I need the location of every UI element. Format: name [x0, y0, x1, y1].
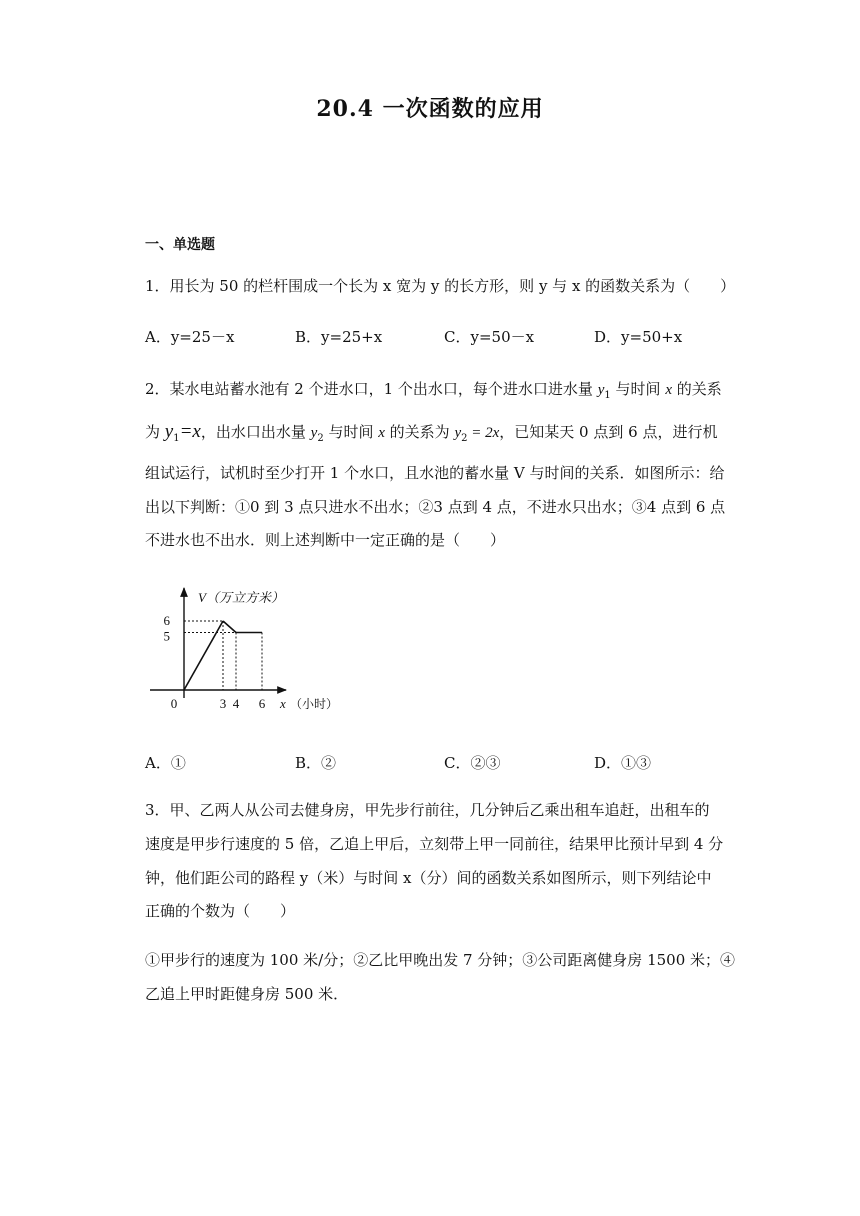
- origin-label: 0: [170, 696, 178, 711]
- q1-option-b: B．y=25+x: [295, 328, 383, 346]
- question-2-line-3: 组试运行，试机时至少打开 1 个水口，且水池的蓄水量 V 与时间的关系．如图所示：给: [145, 464, 725, 482]
- y-tick-5: 5: [163, 628, 170, 644]
- question-2-line-4: 出以下判断：①0 到 3 点只进水不出水；②3 点到 4 点，不进水只出水；③4 点到 6 点: [145, 498, 726, 516]
- question-1-text: 1．用长为 50 的栏杆围成一个长为 x 宽为 y 的长方形，则 y 与 x 的函数关系为（ ）: [145, 277, 736, 295]
- question-3-line-6: 乙追上甲时距健身房 500 米．: [145, 985, 349, 1003]
- x-tick-4: 4: [232, 696, 240, 711]
- question-3-line-3: 钟，他们距公司的路程 y（米）与时间 x（分）间的函数关系如图所示，则下列结论中: [145, 869, 712, 887]
- q2-option-b: B．②: [295, 754, 337, 772]
- question-3-line-1: 3．甲、乙两人从公司去健身房，甲先步行前往，几分钟后乙乘出租车追赶，出租车的: [145, 801, 710, 819]
- x-tick-6: 6: [258, 696, 266, 711]
- question-2-line-5: 不进水也不出水．则上述判断中一定正确的是（ ）: [145, 531, 506, 549]
- x-axis-unit: （小时）: [290, 697, 339, 711]
- series-segment-1: [223, 621, 236, 633]
- series-segment-0: [184, 621, 223, 690]
- question-2-line-1: 2．某水电站蓄水池有 2 个进水口，1 个出水口，每个进水口进水量 $y_1$ 与时间 x 的关系: [145, 380, 722, 401]
- q1-option-d: D．y=50+x: [594, 328, 683, 346]
- y-axis-label: V（万立方米）: [198, 590, 284, 605]
- question-3-line-5: ①甲步行的速度为 100 米/分；②乙比甲晚出发 7 分钟；③公司距离健身房 1500 米；④: [145, 951, 736, 969]
- q2-option-d: D．①③: [594, 754, 652, 772]
- x-tick-3: 3: [219, 696, 227, 711]
- section-heading: 一、单选题: [145, 237, 215, 253]
- y-tick-6: 6: [163, 613, 170, 628]
- question-3-line-4: 正确的个数为（ ）: [145, 902, 296, 920]
- volume-time-graph: [140, 580, 360, 720]
- x-axis-var: x: [280, 696, 286, 711]
- q1-option-a: A．y=25－x: [145, 328, 235, 346]
- page-title: 20.4 一次函数的应用: [316, 96, 544, 122]
- q2-option-c: C．②③: [444, 754, 501, 772]
- question-3-line-2: 速度是甲步行速度的 5 倍，乙追上甲后，立刻带上甲一同前往，结果甲比预计早到 4 分: [145, 835, 724, 853]
- question-2-line-2: 为 $y_1=x$，出水口出水量 $y_2$ 与时间 x 的关系为 $y_2 = 2x$，已知某天 0 点到 6 点，进行机: [145, 421, 718, 444]
- q1-option-c: C．y=50－x: [444, 328, 535, 346]
- q2-option-a: A．①: [145, 754, 186, 772]
